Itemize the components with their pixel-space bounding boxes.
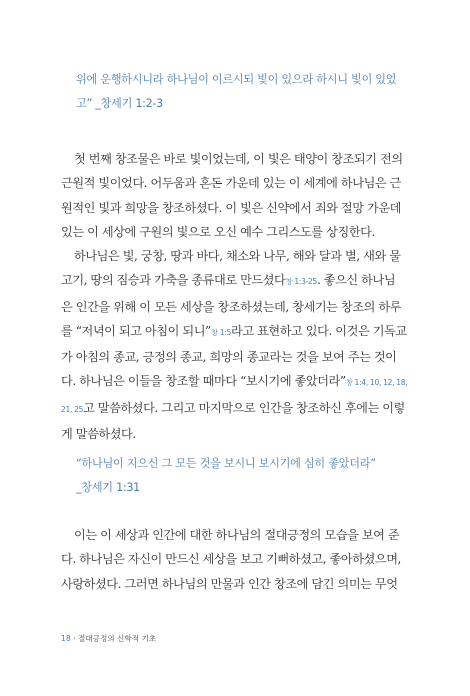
scripture-quote-genesis-1-31 (76, 452, 406, 500)
footer-separator: · (73, 634, 76, 643)
paragraph-line: 가 아침의 종교, 긍정의 종교, 희망의 종교라는 것을 보여 주는 것이 (61, 350, 397, 365)
page-number: 18 (61, 634, 71, 643)
paragraph-line: 은 인간을 위해 이 모든 세상을 창조하셨는데, 창세기는 창조의 하루 (61, 299, 401, 314)
paragraph-line: 있는 이 세상에 구원의 빛으로 오신 예수 그리스도를 상징한다. (61, 224, 375, 239)
paragraph-line: 원적인 빛과 희망을 창조하셨다. 이 빛은 신약에서 죄와 절망 가운데 (61, 200, 401, 215)
paragraph-line (61, 369, 413, 395)
paragraph-line: 하나님은 빛, 궁창, 땅과 바다, 채소와 나무, 해와 달과 별, 새와 물 (74, 249, 401, 263)
page-footer (61, 633, 156, 644)
paragraph-line: 게 말씀하셨다. (61, 427, 136, 442)
scripture-reference: 창 1:3-25 (285, 277, 317, 287)
scripture-reference: 창 1:5 (210, 327, 232, 337)
paragraph-line: 근원적 빛이었다. 어두움과 혼돈 가운데 있는 이 세계에 하나님은 근 (61, 176, 401, 191)
paragraph-text: 고기, 땅의 짐승과 가축을 종류대로 만드셨다 (61, 273, 286, 288)
paragraph-line (61, 396, 413, 422)
paragraph-text: 고 말씀하셨다. 그리고 마지막으로 인간을 창조하신 후에는 이렇 (83, 400, 405, 415)
quote-line: 위에 운행하시니라 하나님이 이르시되 빛이 있으라 하시니 빛이 있었 (76, 73, 397, 86)
paragraph-text: 라고 표현하고 있다. 이것은 기독교 (231, 323, 407, 338)
paragraph-text: 다. 하나님은 이들을 창조할 때마다 “보시기에 좋았더라” (61, 374, 346, 389)
paragraph-line: 다. 하나님은 자신이 만드신 세상을 보고 기뻐하셨고, 좋아하셨으며, (61, 552, 401, 567)
paragraph-text: 를 “저녁이 되고 아침이 되니” (61, 323, 211, 338)
paragraph-text: . 좋으신 하나님 (316, 273, 396, 288)
quote-line: _창세기 1:31 (76, 481, 140, 494)
paragraph-line: 이는 이 세상과 인간에 대한 하나님의 절대긍정의 모습을 보여 준 (74, 528, 400, 542)
paragraph-line: 첫 번째 창조물은 바로 빛이었는데, 이 빛은 태양이 창조되기 전의 (74, 152, 403, 166)
quote-line: “하나님이 지으신 그 모든 것을 보시니 보시기에 심히 좋았더라” (76, 457, 376, 470)
body-paragraph-light (61, 147, 413, 244)
book-title: 절대긍정의 신학적 기초 (77, 634, 157, 643)
scripture-reference: 21, 25 (61, 404, 84, 414)
quote-line: 고” _창세기 1:2-3 (76, 97, 163, 110)
body-paragraph-affirmation (61, 523, 413, 596)
body-paragraph-creation (61, 244, 413, 446)
paragraph-line: 사랑하셨다. 그러면 하나님의 만물과 인간 창조에 담긴 의미는 무엇 (61, 576, 398, 591)
scripture-reference: 창 1:4, 10, 12, 18, (345, 378, 408, 388)
paragraph-line (61, 319, 413, 345)
scripture-quote-genesis-1-2-3 (76, 68, 406, 116)
paragraph-line (61, 268, 413, 294)
